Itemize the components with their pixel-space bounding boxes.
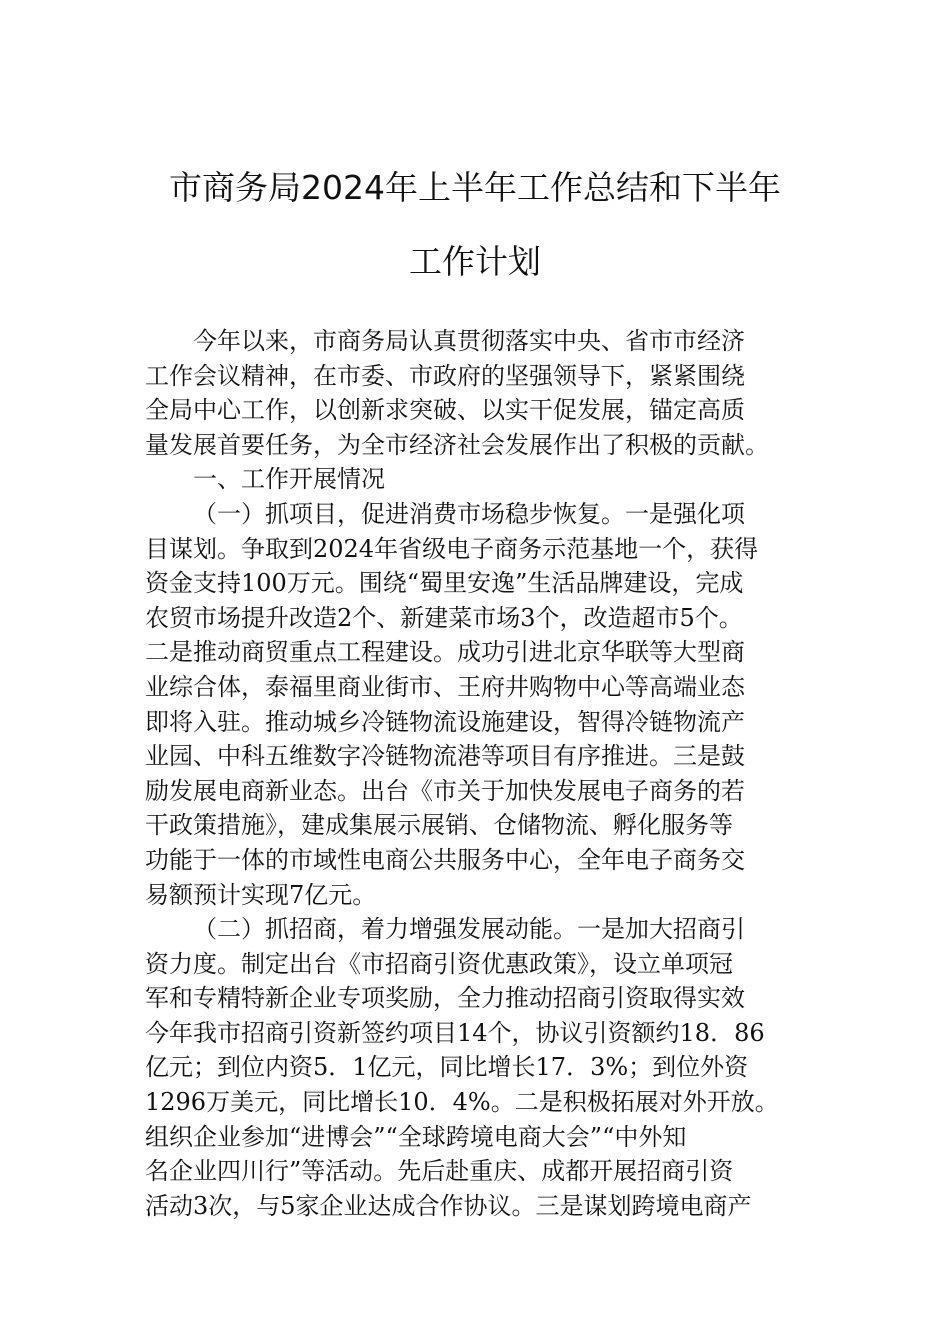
paragraph-3-line-12: 易额预计实现7亿元。	[145, 880, 377, 909]
paragraph-3-line-5: 二是推动商贸重点工程建设。成功引进北京华联等大型商	[145, 638, 745, 667]
paragraph-3-line-3: 资金支持100万元。围绕“蜀里安逸”生活品牌建设，完成	[145, 569, 744, 598]
paragraph-4-line-4: 今年我市招商引资新签约项目14个，协议引资额约18．86	[145, 1018, 765, 1047]
paragraph-4-line-5: 亿元；到位内资5．1亿元，同比增长17．3%；到位外资	[145, 1053, 749, 1082]
paragraph-3-line-8: 业园、中科五维数字冷链物流港等项目有序推进。三是鼓	[145, 742, 745, 771]
paragraph-1-line-3: 全局中心工作，以创新求突破、以实干促发展，锚定高质	[145, 396, 745, 425]
paragraph-1-line-2: 工作会议精神，在市委、市政府的坚强领导下，紧紧围绕	[145, 361, 745, 390]
paragraph-3-line-6: 业综合体，泰福里商业街市、王府井购物中心等高端业态	[145, 672, 745, 701]
paragraph-3-line-1: （一）抓项目，促进消费市场稳步恢复。一是强化项	[193, 499, 745, 528]
paragraph-3-line-11: 功能于一体的市域性电商公共服务中心，全年电子商务交	[145, 845, 745, 874]
paragraph-3-line-7: 即将入驻。推动城乡冷链物流设施建设，智得冷链物流产	[145, 707, 745, 736]
paragraph-3-line-10: 干政策措施》，建成集展示展销、仓储物流、孵化服务等	[145, 811, 733, 840]
paragraph-4-line-1: （二）抓招商，着力增强发展动能。一是加大招商引	[193, 915, 745, 944]
document-body	[145, 324, 807, 1223]
paragraph-4-line-6: 1296万美元，同比增长10．4%。二是积极拓展对外开放。	[145, 1088, 779, 1117]
paragraph-4-line-9: 活动3次，与5家企业达成合作协议。三是谋划跨境电商产	[145, 1191, 752, 1220]
paragraph-3-line-2: 目谋划。争取到2024年省级电子商务示范基地一个，获得	[145, 534, 759, 563]
document-title	[100, 151, 850, 299]
paragraph-4-line-3: 军和专精特新企业专项奖励，全力推动招商引资取得实效	[145, 984, 745, 1013]
document-title-line-1: 市商务局2024年上半年工作总结和下半年	[169, 168, 781, 207]
paragraph-4-line-8: 名企业四川行”等活动。先后赴重庆、成都开展招商引资	[145, 1157, 734, 1186]
paragraph-3-line-4: 农贸市场提升改造2个、新建菜市场3个，改造超市5个。	[145, 603, 743, 632]
paragraph-4-line-2: 资力度。制定出台《市招商引资优惠政策》，设立单项冠	[145, 949, 733, 978]
paragraph-3-line-9: 励发展电商新业态。出台《市关于加快发展电子商务的若	[145, 776, 745, 805]
paragraph-4-line-7: 组织企业参加“进博会”“全球跨境电商大会”“中外知	[145, 1122, 687, 1151]
paragraph-1-line-1: 今年以来，市商务局认真贯彻落实中央、省市市经济	[193, 327, 745, 355]
paragraph-2-line-1: 一、工作开展情况	[193, 465, 385, 494]
document-title-line-2: 工作计划	[409, 242, 541, 281]
paragraph-1-line-4: 量发展首要任务，为全市经济社会发展作出了积极的贡献。	[145, 430, 769, 459]
